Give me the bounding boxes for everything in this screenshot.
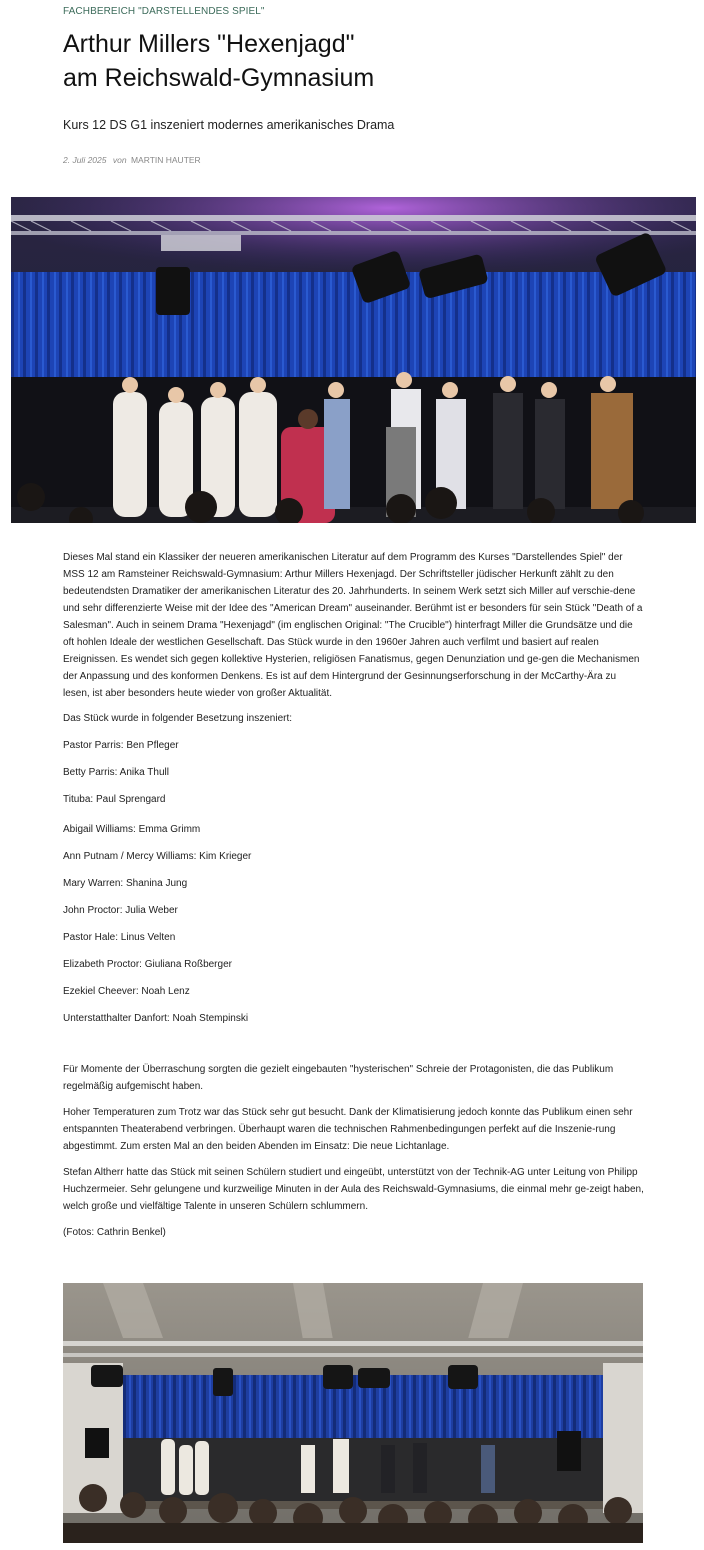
credits-paragraph: Stefan Altherr hatte das Stück mit seinen Schülern studiert und eingeübt, unterstützt von der Technik-AG unter Leitung von Philipp Huchzermeier. Sehr gelungene und kurzweilige Minuten in der Aula des Reichswald-Gymnasiums, die einmal mehr ge-zeigt haben, welch große und vielfältige Talente in unseren Schülern schlummern. [63, 1167, 644, 1212]
cast-lead: Das Stück wurde in folgender Besetzung inszeniert: [63, 713, 293, 724]
cast-item: Abigail Williams: Emma Grimm [63, 824, 201, 835]
cast-item: Ann Putnam / Mercy Williams: Kim Krieger [63, 851, 252, 862]
article-body [63, 549, 645, 1250]
stage-photo-illustration [11, 197, 696, 523]
article-category[interactable]: FACHBEREICH "DARSTELLENDES SPIEL" [63, 6, 265, 17]
attendance-paragraph: Hoher Temperaturen zum Trotz war das Stück sehr gut besucht. Dank der Klimatisierung jedoch konnte das Publikum einen sehr entspannten Theaterabend verbringen. Überhaupt waren die technischen Rahmenbedingungen perfekt auf die Inszenie-rung abgestimmt. Zum ersten Mal an den beiden Abenden im Einsatz: Die neue Lichtanlage. [63, 1107, 633, 1152]
cast-item: Betty Parris: Anika Thull [63, 767, 169, 778]
article-title [63, 27, 374, 95]
cast-item: John Proctor: Julia Weber [63, 905, 178, 916]
surprise-paragraph: Für Momente der Überraschung sorgten die gezielt eingebauten "hysterischen" Schreie der Protagonisten, die das Publikum regelmäßig aufgemischt haben. [63, 1064, 614, 1092]
article-meta [63, 155, 201, 165]
cast-item: Ezekiel Cheever: Noah Lenz [63, 986, 190, 997]
title-line-1: Arthur Millers "Hexenjagd" [63, 30, 355, 58]
article-subtitle: Kurs 12 DS G1 inszeniert modernes amerikanisches Drama [63, 118, 395, 132]
cast-item: Unterstatthalter Danfort: Noah Stempinski [63, 1013, 249, 1024]
photo-credit: (Fotos: Cathrin Benkel) [63, 1227, 166, 1238]
author-link[interactable]: MARTIN HAUTER [130, 155, 201, 165]
cast-item: Pastor Hale: Linus Velten [63, 932, 176, 943]
cast-item: Pastor Parris: Ben Pfleger [63, 740, 179, 751]
hall-photo-illustration [63, 1283, 643, 1543]
by-label: von [112, 155, 127, 165]
hero-photo[interactable] [11, 197, 696, 523]
title-line-2: am Reichswald-Gymnasium [63, 64, 375, 92]
cast-item: Elizabeth Proctor: Giuliana Roßberger [63, 959, 232, 970]
later-paragraphs [63, 1061, 645, 1241]
intro-paragraph: Dieses Mal stand ein Klassiker der neueren amerikanischen Literatur auf dem Programm des Kurses "Darstellendes Spiel" der MSS 12 am Ramsteiner Reichswald-Gymnasium: Arthur Millers Hexenjagd. Der Schriftsteller jüdischer Herkunft zählt zu den bedeutendsten Dramatiker der amerikanischen Literatur des 20. Jahrhunderts. In seinem Werk setzt sich Miller auf verschie-dene und sehr differenzierte Weise mit der Idee des "American Dream" auseinander. Berühmt ist er besonders für sein Stück "Death of a Salesman". Auch in seinem Drama "Hexenjagd" (im englischen Original: "The Crucible") hinterfragt Miller die Grundsätze und die oft hohlen Ideale der westlichen Gesellschaft. Das Stück wurde in den 1960er Jahren auch verfilmt und basiert auf realen Ereignissen. Es wendet sich gegen kollektive Hysterien, religiösen Fanatismus, gegen Denunziation und ge-gen die Mechanismen der Anpassung und des konformen Denkens. Es ist auf dem Hintergrund der Gesinnungserforschung in der McCarthy-Ära zu lesen, ist aber besonders heute wieder von großer Aktualität. [63, 552, 643, 699]
cast-list [63, 737, 645, 1037]
cast-item: Mary Warren: Shanina Jung [63, 878, 188, 889]
cast-item: Tituba: Paul Sprengard [63, 794, 166, 805]
publish-date: 2. Juli 2025 [63, 155, 107, 165]
hall-photo[interactable] [63, 1283, 643, 1543]
